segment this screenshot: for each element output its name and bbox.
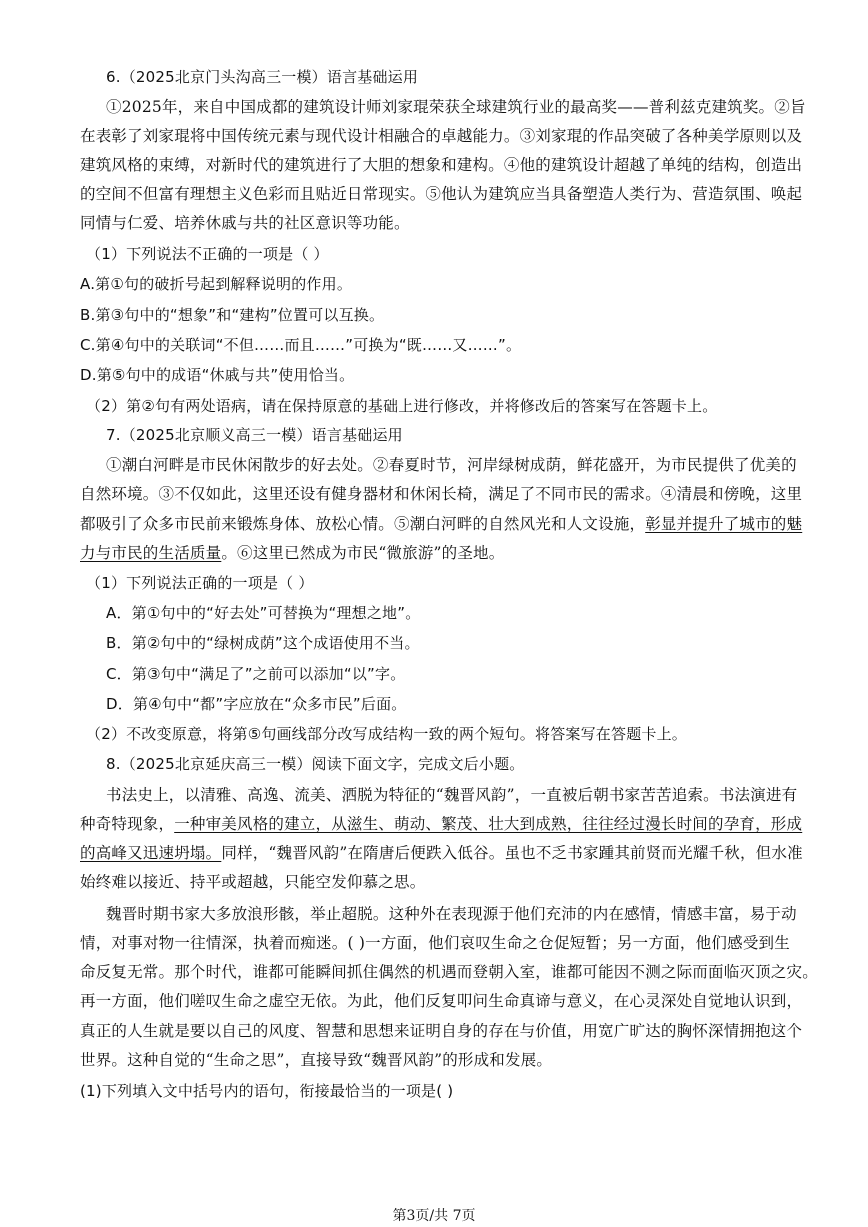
q8-para2-line: 情，对事对物一往情深，执着而痴迷。( )一方面，他们哀叹生命之仓促短暂；另一方面，他们感受到生 — [80, 934, 790, 952]
q8-underlined-sentence: 一种审美风格的建立，从滋生、萌动、繁茂、壮大到成熟，往往经过漫长时间的孕育，形成 — [174, 815, 803, 833]
q8-underlined-sentence: 的高峰又迅速坍塌。 — [80, 844, 222, 862]
q8-para1-line — [80, 814, 803, 834]
q8-para2-line: 真正的人生就是要以自己的风度、智慧和思想来证明自身的存在与价值，用宽广旷达的胸怀深情拥抱这个 — [80, 1022, 803, 1040]
q7-subquestion-1: （1）下列说法正确的一项是（ ） — [86, 574, 314, 592]
q6-subquestion-2: （2）第②句有两处语病，请在保持原意的基础上进行修改，并将修改后的答案写在答题卡上。 — [86, 397, 718, 415]
q7-option-c: C．第③句中“满足了”之前可以添加“以”字。 — [106, 665, 406, 683]
q8-para1-line: 始终难以接近、持平或超越，只能空发仰慕之思。 — [80, 873, 426, 891]
q8-heading: 8.（2025北京延庆高三一模）阅读下面文字，完成文后小题。 — [106, 755, 525, 773]
q8-para1-line — [80, 843, 803, 863]
q7-passage-text: 都吸引了众多市民前来锻炼身体、放松心情。⑤潮白河畔的自然风光和人文设施， — [80, 515, 646, 533]
q8-para2-line: 再一方面，他们嗟叹生命之虚空无依。为此，他们反复叩问生命真谛与意义，在心灵深处自觉地认识到， — [80, 992, 803, 1010]
q6-heading: 6.（2025北京门头沟高三一模）语言基础运用 — [106, 68, 419, 86]
q6-option-d: D.第⑤句中的成语“休戚与共”使用恰当。 — [80, 366, 355, 384]
q7-option-a: A．第①句中的“好去处”可替换为“理想之地”。 — [106, 604, 421, 622]
q7-underlined-phrase: 彰显并提升了城市的魅 — [645, 515, 803, 533]
q6-passage-line: 的空间不但富有理想主义色彩而且贴近日常现实。⑤他认为建筑应当具备塑造人类行为、营造氛围、唤起 — [80, 185, 803, 203]
q7-subquestion-2: （2）不改变原意，将第⑤句画线部分改写成结构一致的两个短句。将答案写在答题卡上。 — [86, 725, 687, 743]
q6-passage-line: 同情与仁爱、培养休戚与共的社区意识等功能。 — [80, 214, 410, 232]
q6-subquestion-1: （1）下列说法不正确的一项是（ ） — [86, 245, 329, 263]
q6-passage-line: 建筑风格的束缚，对新时代的建筑进行了大胆的想象和建构。④他的建筑设计超越了单纯的结构，创造出 — [80, 156, 803, 174]
q7-passage-line: 自然环境。③不仅如此，这里还设有健身器材和休闲长椅，满足了不同市民的需求。④清晨和傍晚，这里 — [80, 485, 803, 503]
page-footer: 第3页/共 7页 — [392, 1208, 476, 1224]
q6-passage-line: 在表彰了刘家琨将中国传统元素与现代设计相融合的卓越能力。③刘家琨的作品突破了各种美学原则以及 — [80, 127, 803, 145]
q7-passage-line — [80, 543, 790, 563]
q6-passage-line: ①2025年，来自中国成都的建筑设计师刘家琨荣获全球建筑行业的最高奖——普利兹克建筑奖。②旨 — [106, 98, 806, 116]
q8-subquestion-1: (1)下列填入文中括号内的语句，衔接最恰当的一项是( ) — [80, 1082, 454, 1100]
q7-heading: 7.（2025北京顺义高三一模）语言基础运用 — [106, 426, 403, 444]
q6-option-b: B.第③句中的“想象”和“建构”位置可以互换。 — [80, 306, 385, 324]
q8-para2-line: 命反复无常。那个时代，谁都可能瞬间抓住偶然的机遇而登朝入室，谁都可能因不测之际而面临灭顶之灾。 — [80, 963, 818, 981]
q7-underlined-phrase: 力与市民的生活质量 — [80, 544, 222, 562]
q8-para2-line: 世界。这种自觉的“生命之思”，直接导致“魏晋风韵”的形成和发展。 — [80, 1051, 553, 1069]
q7-option-d: D．第④句中“都”字应放在“众多市民”后面。 — [106, 695, 407, 713]
q7-passage-text: 。⑥这里已然成为市民“微旅游”的圣地。 — [221, 544, 505, 562]
q7-passage-line — [80, 514, 803, 534]
q6-option-c: C.第④句中的关联词“不但……而且……”可换为“既……又……”。 — [80, 336, 522, 354]
q7-option-b: B．第②句中的“绿树成荫”这个成语使用不当。 — [106, 634, 420, 652]
q6-option-a: A.第①句的破折号起到解释说明的作用。 — [80, 275, 353, 293]
q8-passage-text: 同样，“魏晋风韵”在隋唐后便跌入低谷。虽也不乏书家踵其前贤而光耀千秋，但水准 — [221, 844, 803, 862]
q8-para1-line: 书法史上，以清雅、高逸、流美、洒脱为特征的“魏晋风韵”，一直被后朝书家苦苦追索。书法演进有 — [106, 786, 798, 804]
q8-passage-text: 种奇特现象， — [80, 815, 175, 833]
q7-passage-line: ①潮白河畔是市民休闲散步的好去处。②春夏时节，河岸绿树成荫，鲜花盛开，为市民提供了优美的 — [106, 456, 797, 474]
q8-para2-line: 魏晋时期书家大多放浪形骸，举止超脱。这种外在表现源于他们充沛的内在感情，情感丰富，易于动 — [106, 905, 797, 923]
